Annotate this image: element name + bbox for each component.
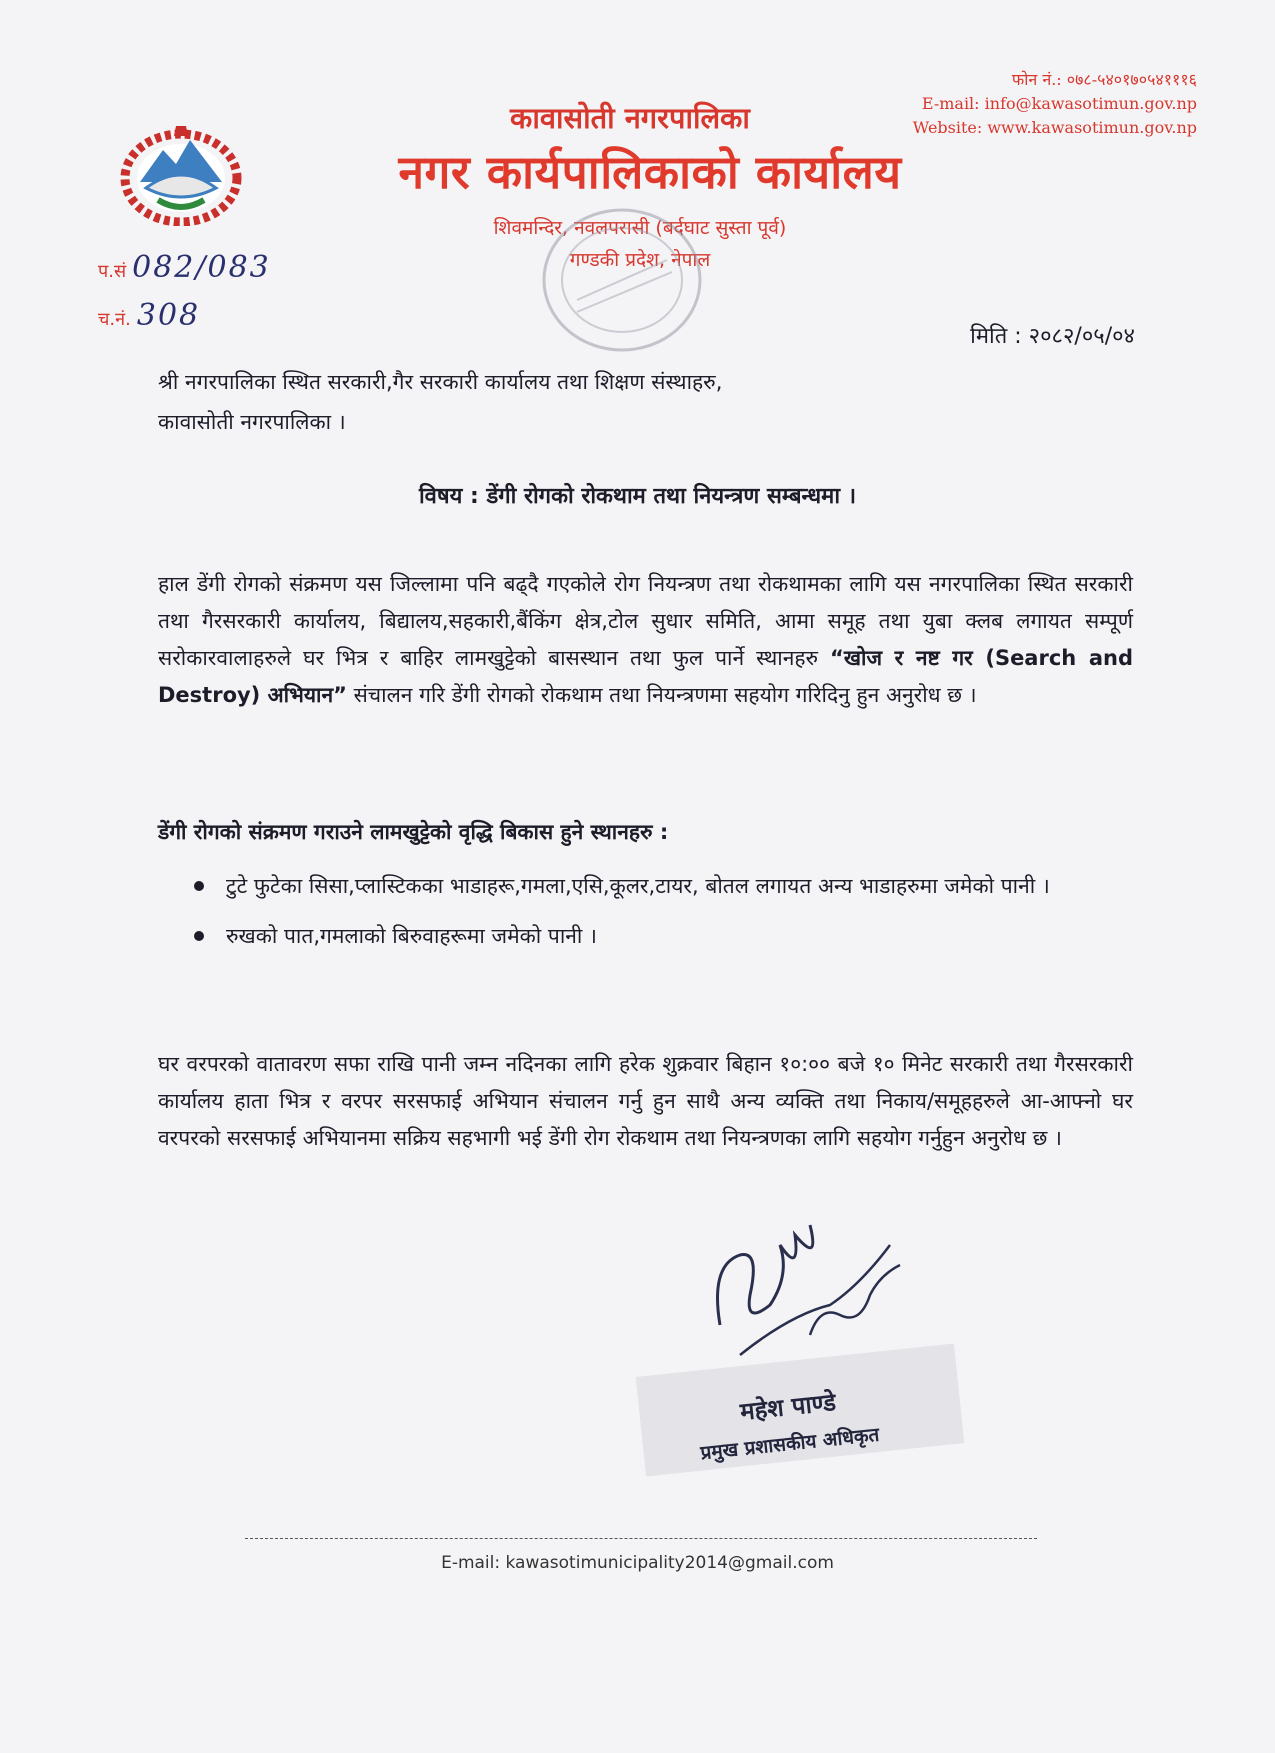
address-line-2: गण्डकी प्रदेश, नेपाल: [569, 249, 711, 271]
office-name: नगर कार्यपालिकाको कार्यालय: [398, 145, 902, 199]
contact-block: [913, 68, 1197, 140]
addressee-line-1: श्री नगरपालिका स्थित सरकारी,गैर सरकारी कार्यालय तथा शिक्षण संस्थाहरु,: [158, 370, 723, 394]
contact-website: Website: www.kawasotimun.gov.np: [912, 118, 1197, 137]
breeding-sites-heading: डेंगी रोगको संक्रमण गराउने लामखुट्टेको वृद्धि बिकास हुने स्थानहरु :: [158, 820, 669, 844]
phone-number: फोन नं.: ०७८-५४०१७०५४१११६: [1011, 70, 1197, 89]
address-line-1: शिवमन्दिर, नवलपरासी (बर्दघाट सुस्ता पूर्व): [493, 217, 787, 239]
signatory-title: प्रमुख प्रशासकीय अधिकृत: [699, 1423, 881, 1465]
addressee-line-2: कावासोती नगरपालिका ।: [158, 410, 346, 434]
reference-ps: [98, 250, 271, 285]
municipality-name: कावासोती नगरपालिका: [510, 101, 750, 135]
letter-date: मिति : २०८२/०५/०४: [970, 324, 1135, 349]
breeding-sites-list: [190, 868, 1130, 968]
body-paragraph-2: घर वरपरको वातावरण सफा राखि पानी जम्न नदिनका लागि हरेक शुक्रवार बिहान १०:०० बजे १० मिनेट सरकारी तथा गैरसरकारी कार्यालय हाता भित्र र वरपर सरसफाई अभियान संचालन गर्नु हुन साथै अन्य व्यक्ति तथा निकाय/समूहहरुले आ-आफ्नो घर वरपरको सरसफाई अभियानमा सक्रिय सहभागी भई डेंगी रोग रोकथाम तथा नियन्त्रणका लागि सहयोग गर्नुहुन अनुरोध छ ।: [158, 1052, 1133, 1150]
handwritten-signature: [700, 1205, 920, 1365]
nepal-emblem-icon: [118, 122, 244, 226]
para1-text-after: संचालन गरि डेंगी रोगको रोकथाम तथा नियन्त्रणमा सहयोग गरिदिनु हुन अनुरोध छ ।: [346, 683, 977, 707]
cn-label: च.नं.: [98, 309, 131, 330]
contact-email: E-mail: info@kawasotimun.gov.np: [921, 94, 1197, 113]
campaign-name: “खोज र नष्ट गर (Search and Destroy) अभियान”: [158, 646, 1133, 707]
cn-value: 308: [136, 298, 201, 333]
signatory-name: महेश पाण्डे: [738, 1388, 838, 1426]
footer-email: E-mail: kawasotimunicipality2014@gmail.com: [441, 1553, 834, 1573]
office-stamp-icon: [522, 190, 722, 370]
para1-text-before: हाल डेंगी रोगको संक्रमण यस जिल्लामा पनि बढ्दै गएकोले रोग नियन्त्रण तथा रोकथामका लागि यस नगरपालिका स्थित सरकारी तथा गैरसरकारी कार्यालय, बिद्यालय,सहकारी,बैंकिंग क्षेत्र,टोल सुधार समिति, आमा समूह तथा युबा क्लब लगायत सम्पूर्ण सरोकारवालाहरुले घर भित्र र बाहिर लामखुट्टेको बासस्थान तथा फुल पार्ने स्थानहरु: [158, 572, 1133, 670]
list-item: रुखको पात,गमलाको बिरुवाहरूमा जमेको पानी ।: [190, 918, 1130, 954]
ps-value: 082/083: [132, 250, 271, 285]
ps-label: प.सं: [98, 261, 127, 282]
body-paragraph-1: [158, 566, 1133, 714]
letter-subject: विषय : डेंगी रोगको रोकथाम तथा नियन्त्रण सम्बन्धमा ।: [418, 484, 857, 509]
footer-divider: [245, 1538, 1037, 1539]
list-item: टुटे फुटेका सिसा,प्लास्टिकका भाडाहरू,गमला,एसि,कूलर,टायर, बोतल लगायत अन्य भाडाहरुमा जमेको पानी ।: [190, 868, 1130, 904]
reference-cn: [98, 298, 200, 333]
addressee: [158, 362, 722, 442]
